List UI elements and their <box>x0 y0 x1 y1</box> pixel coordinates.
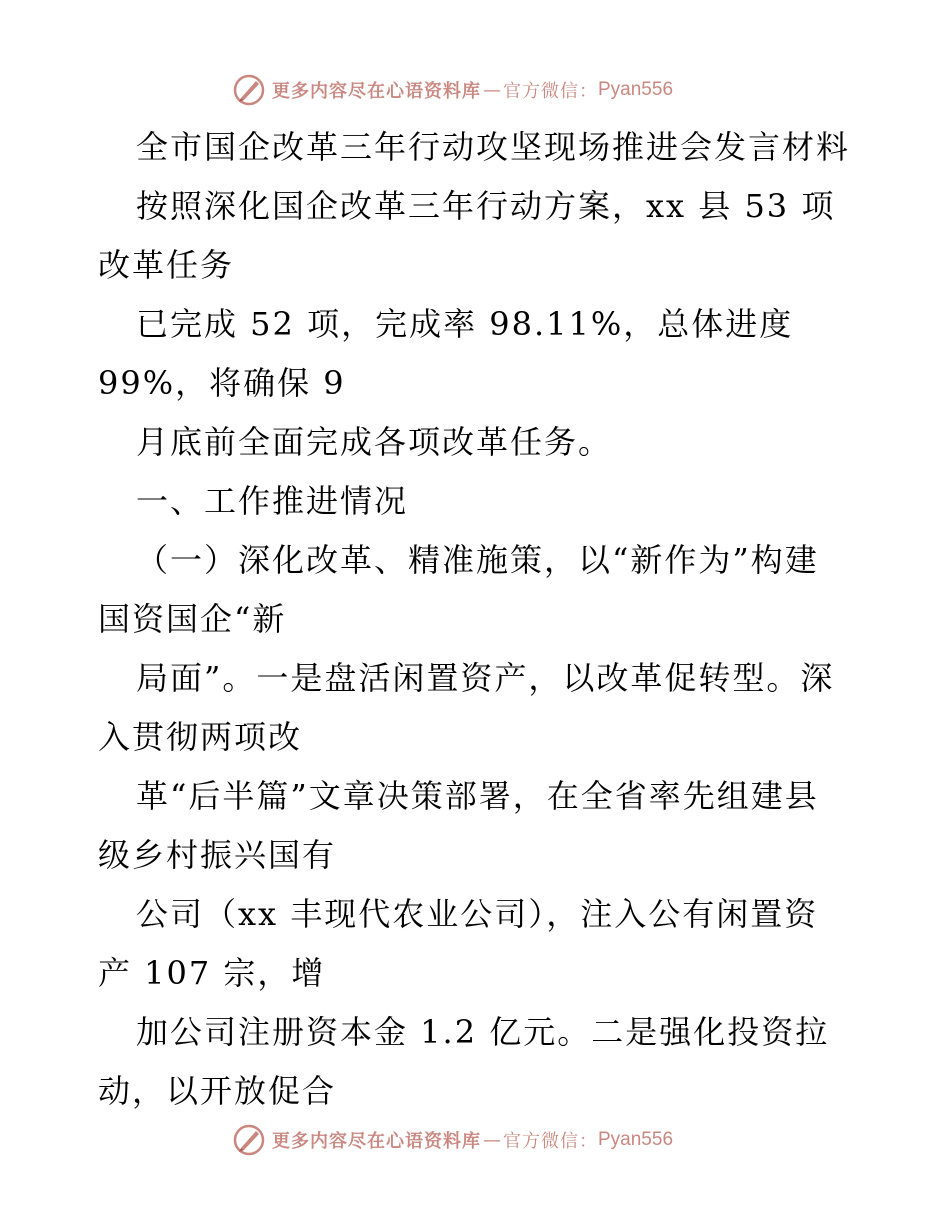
paragraph-line: 产 107 宗，增 <box>98 954 326 992</box>
watermark-separator: — <box>483 1129 501 1151</box>
paragraph-line: 局面”。一是盘活闲置资产，以改革促转型。深 <box>136 659 835 697</box>
paragraph-line: 公司（xx 丰现代农业公司），注入公有闲置资 <box>136 895 819 933</box>
watermark-header <box>232 70 752 110</box>
document-title: 全市国企改革三年行动攻坚现场推进会发言材料 <box>136 128 851 166</box>
paragraph-line: 99%，将确保 9 <box>98 364 346 402</box>
paragraph-line: 动，以开放促合 <box>98 1072 337 1110</box>
quill-pen-logo-icon <box>232 73 266 107</box>
paragraph-line: 入贯彻两项改 <box>98 718 303 756</box>
watermark-wechat-label: 官方微信： <box>503 81 598 102</box>
watermark-wechat-id: Pyan556 <box>598 79 674 100</box>
paragraph-line: 月底前全面完成各项改革任务。 <box>136 423 613 461</box>
watermark-separator: — <box>483 79 501 101</box>
watermark-footer <box>232 1120 752 1160</box>
watermark-main-text: 更多内容尽在心语资料库 <box>272 81 481 102</box>
subsection-heading: （一）深化改革、精准施策，以“新作为”构建 <box>136 541 819 579</box>
watermark-wechat-label: 官方微信： <box>503 1131 598 1152</box>
section-heading: 一、工作推进情况 <box>136 482 409 520</box>
paragraph-line: 级乡村振兴国有 <box>98 836 337 874</box>
quill-pen-logo-icon <box>232 1123 266 1157</box>
paragraph-line: 按照深化国企改革三年行动方案，xx 县 53 项 <box>136 187 836 225</box>
paragraph-line: 革“后半篇”文章决策部署，在全省率先组建县 <box>136 777 819 815</box>
paragraph-line: 已完成 52 项，完成率 98.11%，总体进度 <box>136 305 794 343</box>
paragraph-line: 加公司注册资本金 1.2 亿元。二是强化投资拉 <box>136 1013 830 1051</box>
paragraph-line: 国资国企“新 <box>98 600 287 638</box>
paragraph-line: 改革任务 <box>98 246 235 284</box>
watermark-wechat-id: Pyan556 <box>598 1129 674 1150</box>
document-body <box>98 118 858 1121</box>
watermark-main-text: 更多内容尽在心语资料库 <box>272 1131 481 1152</box>
